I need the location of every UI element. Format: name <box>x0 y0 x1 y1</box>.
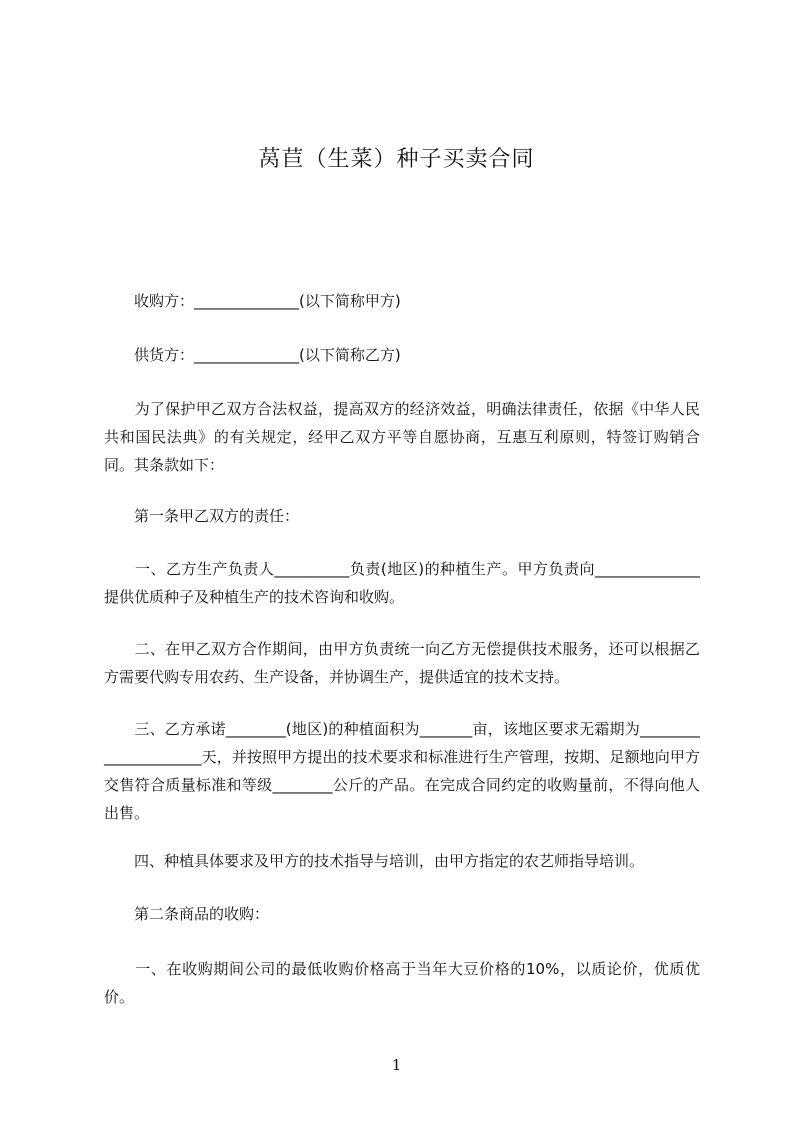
buyer-line: 收购方：______________(以下简称甲方) <box>104 292 401 310</box>
article1-heading: 第一条甲乙双方的责任： <box>104 507 300 525</box>
document-title: 莴苣（生菜）种子买卖合同 <box>258 147 535 172</box>
page-number: 1 <box>391 1056 402 1074</box>
article1-item2: 二、在甲乙双方合作期间，由甲方负责统一向乙方无偿提供技术服务，还可以根据乙方需要代购专用农药、生产设备，并协调生产，提供适宜的技术支持。 <box>104 640 700 686</box>
article1-item3: 三、乙方承诺________(地区)的种植面积为_______亩，该地区要求无霜期为_____________________天，并按照甲方提出的技术要求和标准进行生产管理，按期、足额地向甲方交售符合质量标准和等级________公斤的产品。在完成合同约定的收购量前，不得向他人出售。 <box>104 720 700 822</box>
article2-item1: 一、在收购期间公司的最低收购价格高于当年大豆价格的10%，以质论价，优质优价。 <box>104 960 700 1006</box>
supplier-line: 供货方：______________(以下简称乙方) <box>104 346 401 364</box>
article1-item1: 一、乙方生产负责人__________负责(地区)的种植生产。甲方负责向______________提供优质种子及种植生产的技术咨询和收购。 <box>104 560 700 606</box>
intro-paragraph: 为了保护甲乙双方合法权益，提高双方的经济效益，明确法律责任，依据《中华人民共和国民法典》的有关规定，经甲乙双方平等自愿协商，互惠互利原则，特签订购销合同。其条款如下： <box>104 400 700 474</box>
article1-item4: 四、种植具体要求及甲方的技术指导与培训，由甲方指定的农艺师指导培训。 <box>104 852 645 870</box>
article2-heading: 第二条商品的收购： <box>104 905 270 923</box>
